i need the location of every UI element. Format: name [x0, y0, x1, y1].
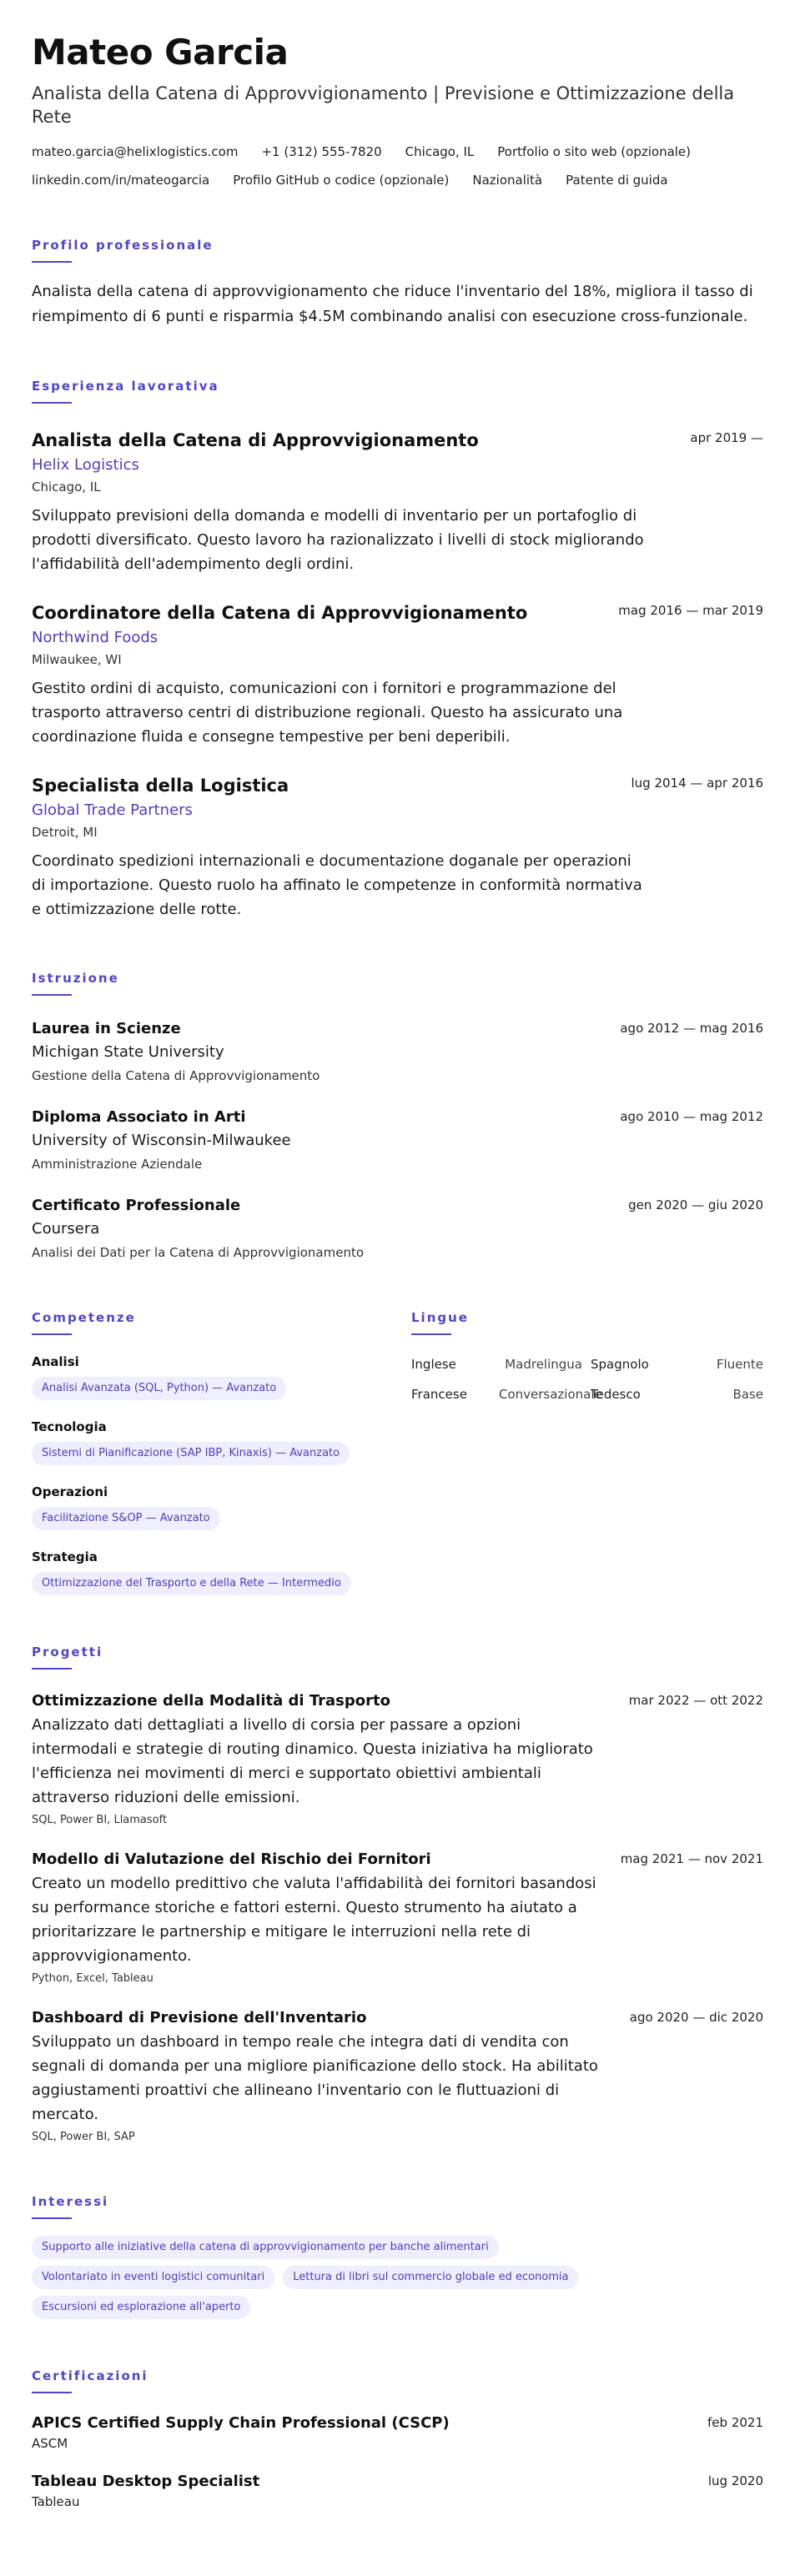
education-dates: ago 2010 — mag 2012: [620, 1109, 763, 1124]
section-title: Progetti: [32, 1645, 103, 1660]
education-entry: [32, 1107, 763, 1173]
project-dates: mag 2021 — nov 2021: [620, 1851, 763, 1866]
education-entry: [32, 1196, 763, 1261]
contact-github[interactable]: Profilo GitHub o codice (opzionale): [233, 173, 450, 188]
education-degree: Laurea in Scienze: [32, 1020, 181, 1037]
project-title: Modello di Valutazione del Rischio dei Fornitori: [32, 1850, 431, 1868]
contact-nationality: Nazionalità: [472, 173, 543, 188]
job-company: Northwind Foods: [32, 629, 158, 646]
skill-tag: Ottimizzazione del Trasporto e della Rete — Intermedio: [32, 1572, 351, 1595]
language-name: Francese: [411, 1387, 467, 1402]
interests-list: [32, 2236, 666, 2319]
certification-issuer: ASCM: [32, 2436, 68, 2451]
skill-tag: Sistemi di Pianificazione (SAP IBP, Kinaxis) — Avanzato: [32, 1442, 350, 1465]
contact-portfolio[interactable]: Portfolio o sito web (opzionale): [497, 144, 692, 159]
summary-section: [32, 237, 763, 329]
education-entry: [32, 1019, 763, 1084]
contact-email[interactable]: mateo.garcia@helixlogistics.com: [32, 144, 239, 159]
contact-driving-license: Patente di guida: [566, 173, 668, 188]
section-title: Certificazioni: [32, 2368, 148, 2383]
project-dates: ago 2020 — dic 2020: [629, 2010, 763, 2025]
job-dates: mag 2016 — mar 2019: [618, 603, 763, 618]
section-divider: [32, 1668, 72, 1670]
interests-section: [32, 2193, 763, 2319]
skill-category: Analisi: [32, 1354, 79, 1369]
education-school: Michigan State University: [32, 1043, 224, 1061]
project-entry: [32, 1691, 763, 1828]
language-name: Inglese: [411, 1357, 456, 1372]
contact-row-secondary: [32, 172, 763, 188]
language-level: Conversazionale: [499, 1387, 602, 1402]
skill-tag: Analisi Avanzata (SQL, Python) — Avanzato: [32, 1377, 286, 1400]
job-entry: [32, 774, 763, 921]
project-description: Creato un modello predittivo che valuta l'affidabilità dei fornitori basandosi su performance storiche e fattori esterni. Questo strumento ha aiutato a prioritarizzare le partnership e mitigare le interruzioni nella rete di approvvigionamento.: [32, 1875, 596, 1965]
job-dates: apr 2019 —: [690, 430, 763, 445]
certification-date: lug 2020: [707, 2473, 763, 2488]
certification-entry: [32, 2413, 763, 2452]
skill-tag: Facilitazione S&OP — Avanzato: [32, 1507, 220, 1530]
summary-text: Analista della catena di approvvigionamento che riduce l'inventario del 18%, migliora il tasso di riempimento di 6 punti e risparmia $4.5M combinando analisi con esecuzione cross-funzionale.: [32, 283, 753, 325]
certification-date: feb 2021: [707, 2415, 763, 2430]
skill-group: [32, 1353, 411, 1400]
project-description: Sviluppato un dashboard in tempo reale che integra dati di vendita con segnali di domanda per una migliore pianificazione dello stock. Ha abilitato aggiustamenti proattivi che allineano l'inventario con le fluttuazioni di mercato.: [32, 2033, 598, 2123]
project-dates: mar 2022 — ott 2022: [628, 1693, 763, 1708]
project-technologies: SQL, Power BI, SAP: [32, 2131, 135, 2143]
job-company: Global Trade Partners: [32, 801, 193, 819]
project-title: Ottimizzazione della Modalità di Trasporto: [32, 1692, 390, 1710]
project-technologies: Python, Excel, Tableau: [32, 1972, 153, 1985]
education-dates: gen 2020 — giu 2020: [628, 1198, 763, 1213]
job-description: Gestito ordini di acquisto, comunicazioni con i fornitori e programmazione del trasporto attraverso centri di distribuzione regionali. Questo ha assicurato una coordinazione fluida e consegne tempestive per beni deperibili.: [32, 680, 623, 746]
section-title: Profilo professionale: [32, 238, 214, 253]
language-name: Spagnolo: [591, 1357, 649, 1372]
education-field: Gestione della Catena di Approvvigionamento: [32, 1068, 320, 1083]
skills-section: [32, 1309, 411, 1595]
certification-name: APICS Certified Supply Chain Professional (CSCP): [32, 2414, 450, 2432]
section-title: Competenze: [32, 1310, 136, 1325]
certification-entry: [32, 2472, 763, 2510]
resume-header: [32, 32, 763, 188]
section-title: Esperienza lavorativa: [32, 379, 219, 394]
interest-tag: Volontariato in eventi logistici comunitari: [32, 2266, 274, 2289]
education-field: Analisi dei Dati per la Catena di Approvvigionamento: [32, 1245, 365, 1260]
skills-languages-row: [32, 1309, 763, 1595]
skill-group: [32, 1484, 411, 1530]
project-entry: [32, 2008, 763, 2145]
skill-group: [32, 1549, 411, 1595]
contact-row: [32, 143, 763, 160]
language-level: Fluente: [716, 1357, 763, 1372]
job-location: Detroit, MI: [32, 825, 98, 840]
project-title: Dashboard di Previsione dell'Inventario: [32, 2009, 367, 2026]
job-description: Coordinato spedizioni internazionali e documentazione doganale per operazioni di importazione. Questo ruolo ha affinato le competenze in conformità normativa e ottimizzazione delle rotte.: [32, 852, 642, 918]
education-dates: ago 2012 — mag 2016: [620, 1021, 763, 1036]
education-degree: Certificato Professionale: [32, 1197, 241, 1214]
section-divider: [32, 2392, 72, 2393]
skill-category: Tecnologia: [32, 1419, 107, 1434]
languages-grid: [411, 1357, 763, 1402]
job-entry: [32, 429, 763, 576]
section-title: Lingue: [411, 1310, 469, 1325]
job-description: Sviluppato previsioni della domanda e modelli di inventario per un portafoglio di prodotti diversificato. Questo lavoro ha razionalizzato i livelli di stock migliorando l'affidabilità dell'adempimento degli ordini.: [32, 507, 644, 573]
job-entry: [32, 601, 763, 749]
section-divider: [411, 1333, 451, 1335]
project-entry: [32, 1850, 763, 1986]
skill-category: Strategia: [32, 1549, 98, 1564]
job-location: Milwaukee, WI: [32, 652, 122, 667]
language-name: Tedesco: [591, 1387, 641, 1402]
certifications-section: [32, 2368, 763, 2510]
section-divider: [32, 994, 72, 996]
section-divider: [32, 2217, 72, 2219]
certification-issuer: Tableau: [32, 2494, 80, 2509]
project-technologies: SQL, Power BI, Llamasoft: [32, 1814, 168, 1826]
interest-tag: Escursioni ed esplorazione all'aperto: [32, 2296, 250, 2319]
education-degree: Diploma Associato in Arti: [32, 1108, 246, 1126]
candidate-headline: Analista della Catena di Approvvigionamento | Previsione e Ottimizzazione della Rete: [32, 83, 735, 127]
skill-group: [32, 1419, 411, 1465]
language-level: Madrelingua: [505, 1357, 582, 1372]
project-description: Analizzato dati dettagliati a livello di corsia per passare a opzioni intermodali e strategie di routing dinamico. Questa iniziativa ha migliorato l'efficienza nei movimenti di merci e supportato obiettivi ambientali attraverso riduzioni delle emissioni.: [32, 1716, 593, 1806]
language-level: Base: [732, 1387, 763, 1402]
candidate-name: Mateo Garcia: [32, 32, 289, 73]
contact-linkedin[interactable]: linkedin.com/in/mateogarcia: [32, 173, 210, 188]
education-school: Coursera: [32, 1220, 100, 1238]
job-dates: lug 2014 — apr 2016: [631, 776, 763, 791]
interest-tag: Lettura di libri sul commercio globale ed economia: [283, 2266, 578, 2289]
section-divider: [32, 402, 72, 404]
education-field: Amministrazione Aziendale: [32, 1157, 203, 1172]
languages-section: [411, 1309, 763, 1595]
section-divider: [32, 1333, 72, 1335]
experience-section: [32, 378, 763, 921]
section-title: Interessi: [32, 2194, 109, 2209]
interest-tag: Supporto alle iniziative della catena di approvvigionamento per banche alimentari: [32, 2236, 499, 2259]
education-school: University of Wisconsin-Milwaukee: [32, 1132, 291, 1149]
job-title: Coordinatore della Catena di Approvvigionamento: [32, 603, 528, 623]
skill-category: Operazioni: [32, 1484, 108, 1499]
certification-name: Tableau Desktop Specialist: [32, 2473, 260, 2490]
contact-phone[interactable]: +1 (312) 555-7820: [261, 144, 382, 159]
job-title: Specialista della Logistica: [32, 776, 289, 796]
section-title: Istruzione: [32, 971, 119, 986]
job-location: Chicago, IL: [32, 480, 101, 495]
education-section: [32, 970, 763, 1261]
job-company: Helix Logistics: [32, 456, 139, 474]
section-divider: [32, 261, 72, 263]
contact-location: Chicago, IL: [405, 144, 475, 159]
projects-section: [32, 1644, 763, 2145]
job-title: Analista della Catena di Approvvigionamento: [32, 430, 479, 450]
